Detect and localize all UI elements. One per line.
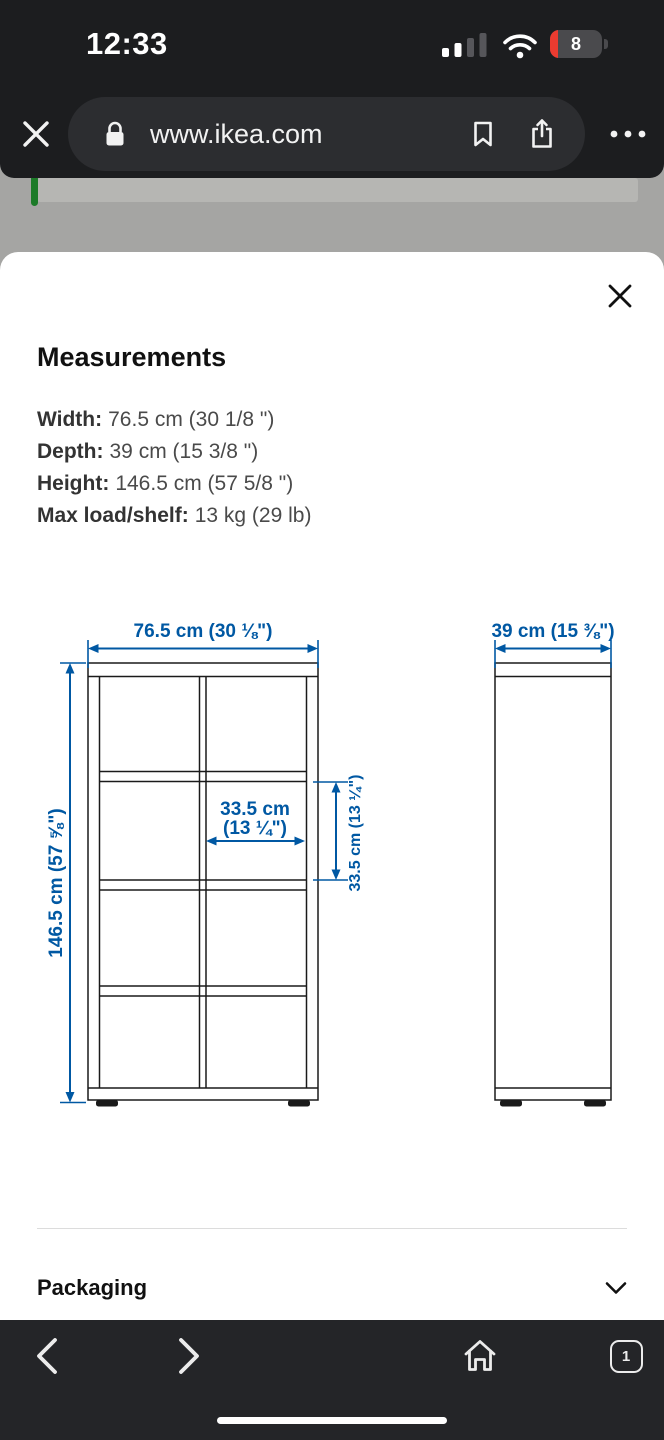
battery-nub (604, 39, 608, 49)
measurements-modal (0, 252, 664, 1320)
home-indicator[interactable] (217, 1417, 447, 1424)
packaging-label: Packaging (37, 1275, 148, 1300)
modal-title: Measurements (37, 342, 227, 372)
chevron-down-icon (605, 1281, 627, 1295)
dim-cell-height (313, 775, 364, 892)
home-button[interactable] (456, 1332, 504, 1380)
green-progress-bar (31, 178, 38, 206)
modal-close-button[interactable] (600, 276, 640, 316)
dim-label-cell-height: 33.5 cm (13 ¼") (347, 774, 364, 892)
dim-label-side-depth: 39 cm (15 ⅜") (491, 621, 615, 642)
close-icon (607, 283, 633, 309)
spec-row-height (37, 468, 311, 500)
spec-value: 13 kg (29 lb) (194, 504, 312, 527)
lock-icon (102, 120, 128, 148)
dim-label-front-width: 76.5 cm (30 ⅛") (133, 621, 273, 642)
spec-row-width (37, 404, 311, 436)
browser-toolbar (0, 90, 664, 178)
chevron-left-icon (33, 1336, 59, 1376)
browser-bottom-nav (0, 1320, 664, 1440)
back-button[interactable] (22, 1332, 70, 1380)
packaging-accordion[interactable] (37, 1266, 627, 1310)
spec-value: 146.5 cm (57 5/8 ") (115, 472, 294, 495)
dim-label-cell-width-1: 33.5 cm (220, 799, 290, 820)
dim-cell-width (206, 799, 305, 846)
spec-row-maxload (37, 500, 311, 532)
status-bar (0, 0, 664, 90)
spec-label: Depth: (37, 440, 104, 463)
front-view-feet (96, 1100, 310, 1107)
dim-side-depth (491, 621, 614, 668)
tab-switcher-button[interactable] (606, 1336, 646, 1376)
more-menu-button[interactable] (604, 116, 652, 152)
url-text: www.ikea.com (150, 118, 323, 149)
close-tab-button[interactable] (14, 110, 58, 158)
dim-label-front-height: 146.5 cm (57 ⅝") (46, 808, 67, 958)
wifi-icon (502, 31, 538, 59)
home-icon (460, 1336, 500, 1376)
spec-label: Width: (37, 408, 103, 431)
battery-percent: 8 (570, 33, 581, 54)
dim-front-width (88, 621, 318, 668)
address-bar[interactable] (68, 97, 585, 171)
spec-list (37, 404, 311, 532)
side-view-feet (500, 1100, 606, 1107)
dimension-diagram (0, 600, 664, 1120)
front-view-drawing (88, 663, 318, 1100)
share-icon[interactable] (527, 118, 557, 150)
section-divider (37, 1228, 627, 1229)
chevron-right-icon (177, 1336, 203, 1376)
spec-value: 76.5 cm (30 1/8 ") (108, 408, 275, 431)
close-icon (21, 119, 51, 149)
tab-count-badge: 1 (610, 1340, 643, 1373)
dim-label-cell-width-2: (13 ¼") (223, 818, 287, 839)
forward-button[interactable] (166, 1332, 214, 1380)
ellipsis-icon (608, 129, 648, 139)
bookmark-icon[interactable] (469, 119, 497, 149)
spec-row-depth (37, 436, 311, 468)
side-view-drawing (495, 663, 611, 1100)
spec-label: Max load/shelf: (37, 504, 189, 527)
clock: 12:33 (86, 26, 168, 61)
dimmed-page-element (37, 178, 638, 202)
battery-icon (550, 30, 602, 58)
dim-front-height (46, 663, 86, 1103)
spec-label: Height: (37, 472, 110, 495)
cellular-signal-icon (442, 31, 494, 57)
spec-value: 39 cm (15 3/8 ") (109, 440, 259, 463)
